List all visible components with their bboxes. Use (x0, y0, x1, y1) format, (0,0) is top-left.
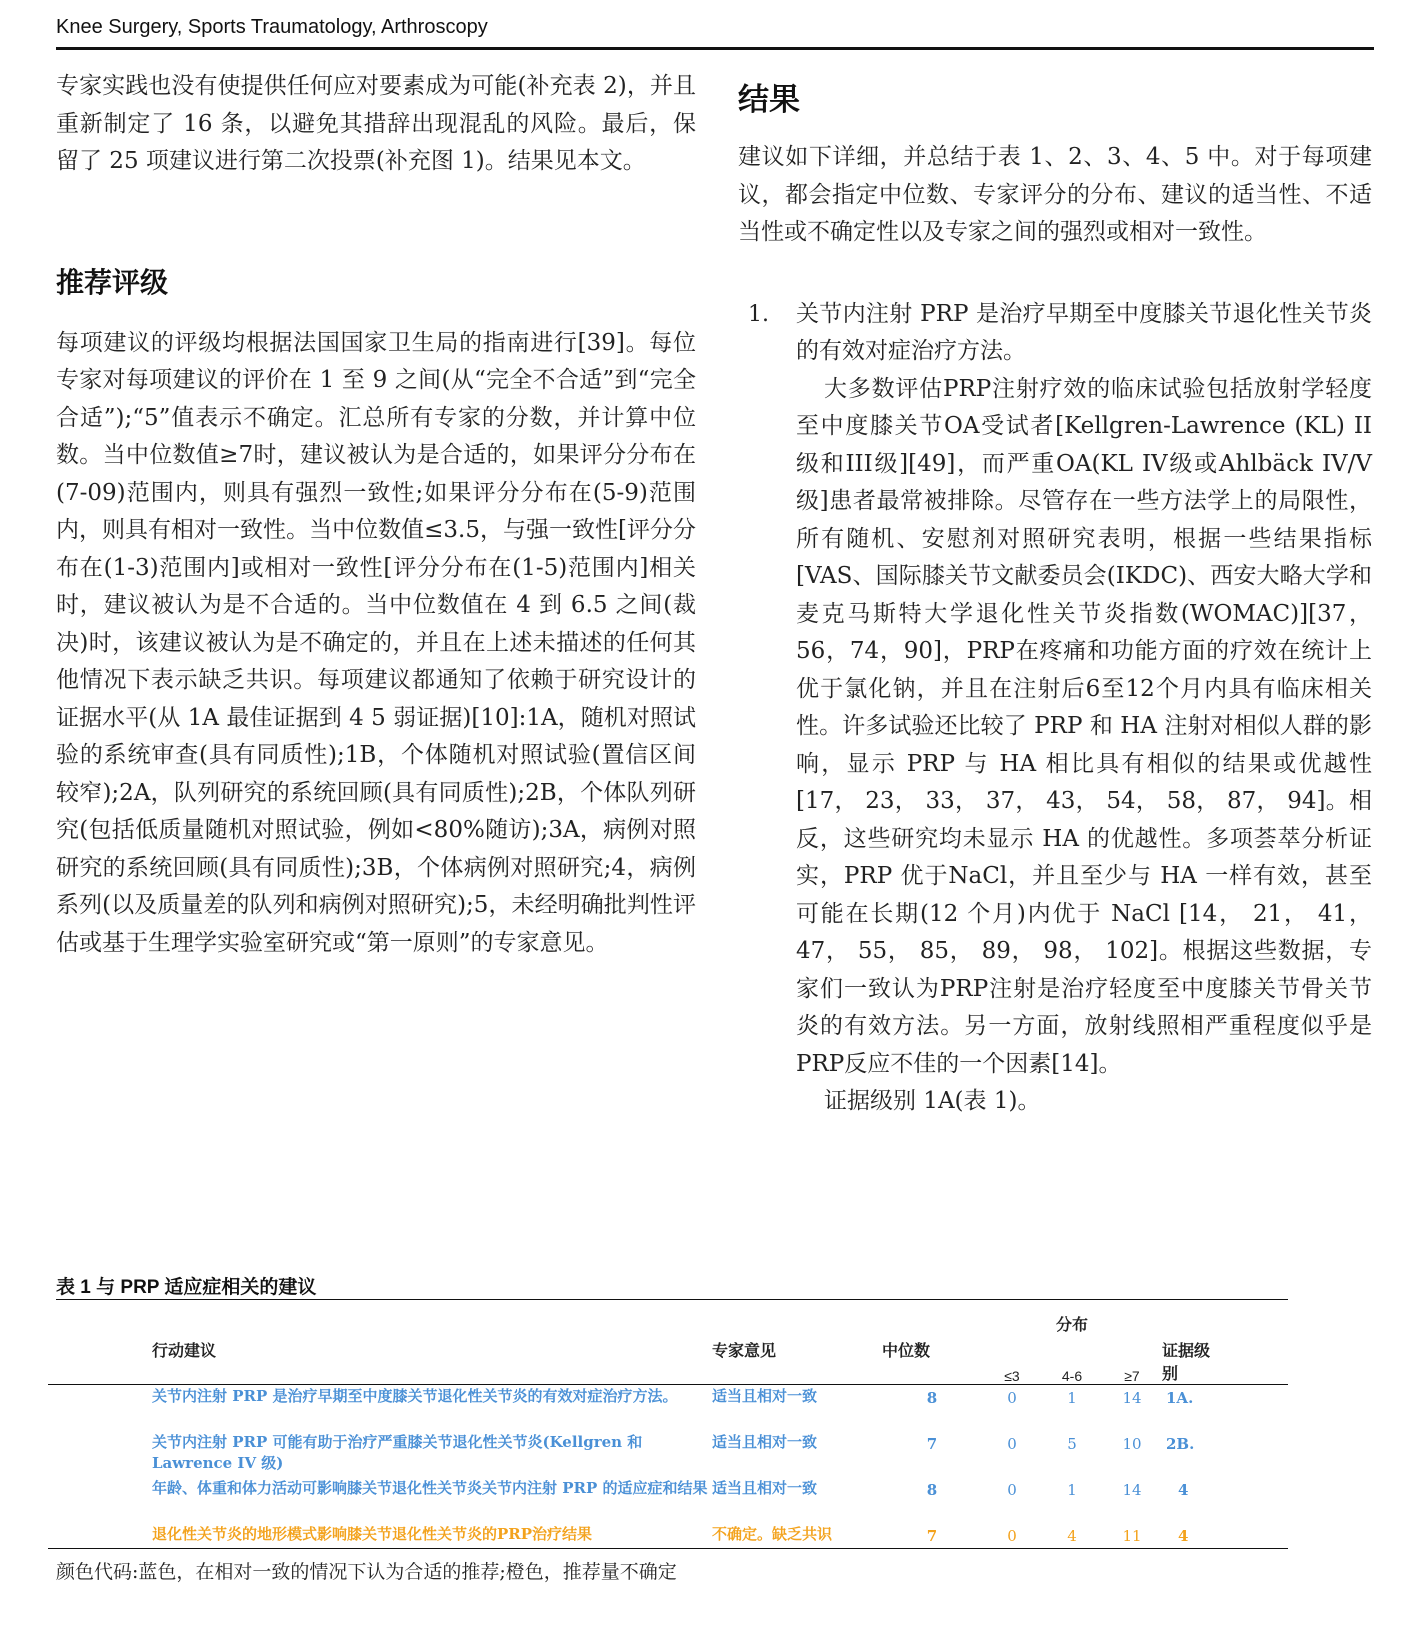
row-action: 关节内注射 PRP 是治疗早期至中度膝关节退化性关节炎的有效对症治疗方法。 (152, 1387, 678, 1405)
row-4-6: 4 (1042, 1523, 1102, 1549)
row-le3: 0 (1007, 1389, 1017, 1407)
header-le3: ≤3 (982, 1338, 1042, 1385)
left-column (56, 68, 696, 962)
row-le3: 0 (982, 1523, 1042, 1549)
header-ge7: ≥7 (1102, 1338, 1162, 1385)
row-evidence: 4 (1162, 1523, 1288, 1549)
row-ge7: 11 (1102, 1523, 1162, 1549)
header-evidence: 证据级别 (1162, 1338, 1288, 1385)
row-le3: 0 (1007, 1480, 1017, 1499)
table-row (48, 1385, 1288, 1431)
row-opinion: 不确定。缺乏共识 (712, 1523, 882, 1549)
journal-title: Knee Surgery, Sports Traumatology, Arthroscopy (56, 16, 488, 38)
row-ge7: 14 (1122, 1480, 1142, 1499)
header-median: 中位数 (882, 1338, 982, 1385)
row-median: 7 (926, 1434, 938, 1453)
row-4-6: 1 (1067, 1389, 1077, 1407)
recommendation-title: 关节内注射 PRP 是治疗早期至中度膝关节退化性关节炎的有效对症治疗方法。 (796, 300, 1372, 364)
header-action: 行动建议 (152, 1338, 712, 1385)
header-4-6: 4-6 (1042, 1338, 1102, 1385)
row-le3: 0 (1007, 1434, 1017, 1453)
row-opinion: 适当且相对一致 (712, 1432, 818, 1451)
row-opinion: 适当且相对一致 (712, 1387, 818, 1405)
row-4-6: 1 (1067, 1480, 1077, 1499)
results-intro-paragraph: 建议如下详细，并总结于表 1、2、3、4、5 中。对于每项建议，都会指定中位数、专家评分的分布、建议的适当性、不适当性或不确定性以及专家之间的强烈或相对一致性。 (738, 144, 1372, 245)
rating-paragraph: 每项建议的评级均根据法国国家卫生局的指南进行[39]。每位专家对每项建议的评价在 1 至 9 之间(从“完全不合适”到“完全合适”);“5”值表示不确定。汇总所有专家的分数，并计算中位数。当中位数值≥7时，建议被认为是合适的，如果评分分布在(7-09)范围内，则具有强烈一致性;如果评分分布在(5-9)范围内，则具有相对一致性。当中位数值≤3.5，与强一致性[评分分布在(1-3)范围内]或相对一致性[评分分布在(1-5)范围内]相关时，建议被认为是不合适的。当中位数值在 4 到 6.5 之间(裁决)时，该建议被认为是不确定的，并且在上述未描述的任何其他情况下表示缺乏共识。每项建议都通知了依赖于研究设计的证据水平(从 1A 最佳证据到 4 5 弱证据)[10]:1A，随机对照试验的系统审查(具有同质性);1B，个体随机对照试验(置信区间较窄);2A，队列研究的系统回顾(具有同质性);2B，个体队列研究(包括低质量随机对照试验，例如<80%随访);3A，病例对照研究的系统回顾(具有同质性);3B，个体病例对照研究;4，病例系列(以及质量差的队列和病例对照研究);5，未经明确批判性评估或基于生理学实验室研究或“第一原则”的专家意见。 (56, 329, 696, 956)
row-action: 退化性关节炎的地形模式影响膝关节退化性关节炎的PRP治疗结果 (152, 1523, 712, 1549)
row-ge7: 14 (1122, 1389, 1142, 1407)
row-evidence: 1A. (1166, 1389, 1194, 1407)
recommendation-table (48, 1300, 1288, 1549)
row-4-6: 5 (1067, 1434, 1077, 1453)
table-caption: 表 1 与 PRP 适应症相关的建议 (56, 1272, 1288, 1300)
table-row (48, 1477, 1288, 1523)
row-median: 7 (882, 1523, 982, 1549)
section-heading-rating: 推荐评级 (56, 266, 169, 298)
right-column (738, 68, 1372, 1121)
recommendation-evidence: 证据级别 1A(表 1)。 (824, 1088, 1041, 1114)
table-1 (48, 1272, 1288, 1584)
running-head (56, 14, 1374, 50)
left-intro-paragraph: 专家实践也没有使提供任何应对要素成为可能(补充表 2)，并且重新制定了 16 条，以避免其措辞出现混乱的风险。最后，保留了 25 项建议进行第二次投票(补充图 1)。结果见本文。 (56, 73, 696, 174)
row-median: 8 (926, 1480, 938, 1499)
row-evidence: 2B. (1166, 1434, 1195, 1453)
table-row (48, 1431, 1288, 1477)
recommendation-body: 大多数评估PRP注射疗效的临床试验包括放射学轻度至中度膝关节OA受试者[Kellgren-Lawrence (KL) II级和III级][49]，而严重OA(KL IV级或Ahlbäck IV/V级]患者最常被排除。尽管存在一些方法学上的局限性，所有随机、安慰剂对照研究表明，根据一些结果指标[VAS、国际膝关节文献委员会(IKDC)、西安大略大学和麦克马斯特大学退化性关节炎指数(WOMAC)][37，56，74，90]，PRP在疼痛和功能方面的疗效在统计上优于氯化钠，并且在注射后6至12个月内具有临床相关性。许多试验还比较了 PRP 和 HA 注射对相似人群的影响，显示 PRP 与 HA 相比具有相似的结果或优越性 [17， 23， 33， 37， 43， 54， 58， 87， 94]。相反，这些研究均未显示 HA 的优越性。多项荟萃分析证实，PRP 优于NaCl，并且至少与 HA 一样有效，甚至可能在长期(12 个月)内优于 NaCl [14， 21， 41， 47， 55， 85， 89， 98， 102]。根据这些数据，专家们一致认为PRP注射是治疗轻度至中度膝关节骨关节炎的有效方法。另一方面，放射线照相严重程度似乎是PRP反应不佳的一个因素[14]。 (796, 375, 1372, 1077)
row-median: 8 (926, 1389, 938, 1407)
row-ge7: 10 (1122, 1434, 1142, 1453)
row-evidence: 4 (1178, 1480, 1189, 1499)
recommendation-number: 1. (748, 301, 769, 327)
header-distribution: 分布 (1055, 1316, 1088, 1334)
row-action: 年龄、体重和体力活动可影响膝关节退化性关节炎关节内注射 PRP 的适应症和结果 (152, 1478, 708, 1497)
row-opinion: 适当且相对一致 (712, 1478, 818, 1497)
recommendation-1 (738, 296, 1372, 1121)
table-row (48, 1523, 1288, 1549)
table-footnote: 颜色代码:蓝色，在相对一致的情况下认为合适的推荐;橙色，推荐量不确定 (56, 1561, 677, 1583)
header-opinion: 专家意见 (712, 1338, 882, 1385)
row-action: 关节内注射 PRP 可能有助于治疗严重膝关节退化性关节炎(Kellgren 和 Lawrence IV 级) (152, 1432, 643, 1472)
section-heading-results: 结果 (738, 82, 800, 117)
